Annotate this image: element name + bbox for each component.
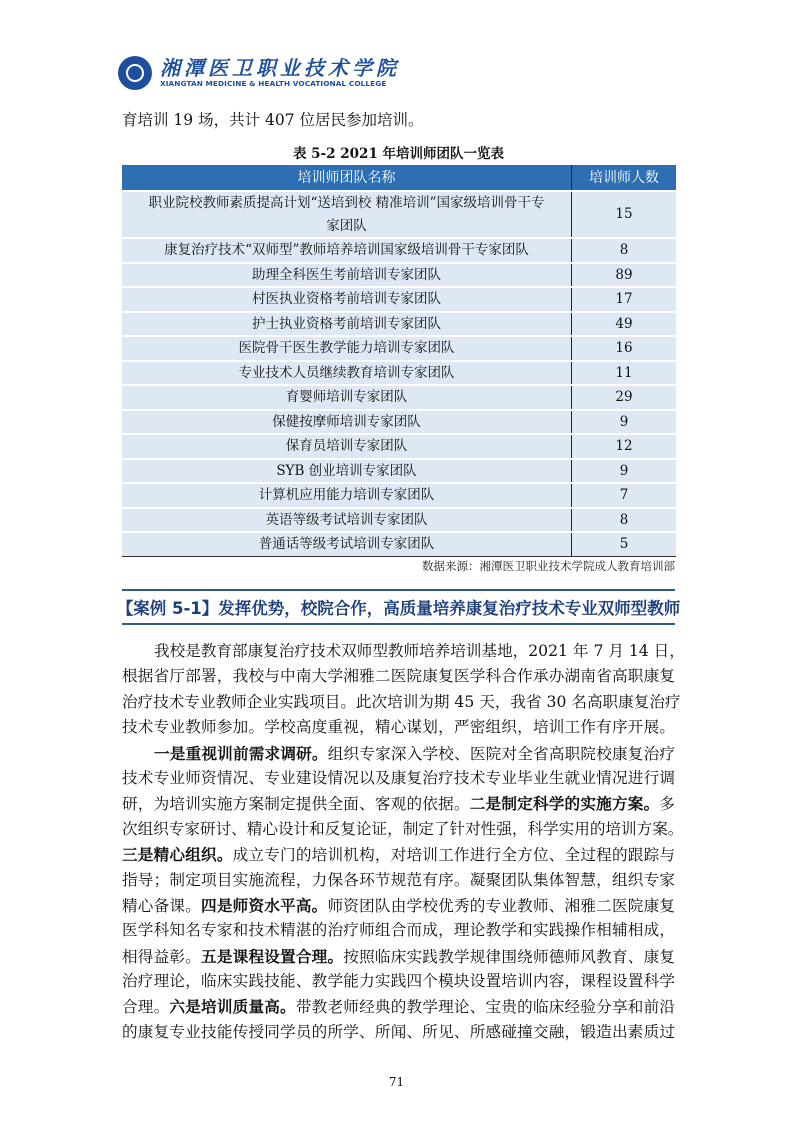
body-text: 组织专家深入学校、医院对全省高职院校康复治疗 (327, 744, 675, 763)
team-name: 助理全科医生考前培训专家团队 (122, 263, 572, 288)
bold-heading-text: 五是课程设置合理。 (201, 946, 344, 966)
body-text: 多 (659, 795, 675, 814)
body-line (122, 791, 675, 816)
body-line (122, 994, 675, 1019)
body-text: 的康复专业技能传授同学员的所学、所闻、所见、所感碰撞交融，锻造出素质过 (122, 1022, 675, 1041)
school-seal-logo (118, 56, 152, 90)
table-title: 表 5-2 2021 年培训师团队一览表 (292, 146, 505, 162)
team-name: 育婴师培训专家团队 (122, 385, 572, 410)
body-line (122, 690, 681, 715)
team-name: 职业院校教师素质提高计划“送培到校 精准培训”国家级培训骨干专家团队 (122, 191, 572, 238)
trainer-team-table (122, 165, 676, 557)
body-line (122, 893, 675, 918)
bold-heading-text: 三是精心组织。 (122, 845, 233, 865)
body-line (122, 1020, 675, 1045)
team-name: 护士执业资格考前培训专家团队 (122, 312, 572, 337)
school-header (118, 56, 400, 90)
body-text: 次组织专家研讨、精心设计和反复论证，制定了针对性强，科学实用的培训方案。 (122, 819, 684, 838)
body-text: 带教老师经典的教学理论、宝贵的临床经验分享和前沿 (295, 998, 675, 1017)
trainer-count: 12 (572, 434, 677, 459)
page-number: 71 (388, 1075, 405, 1089)
bold-heading-text: 四是师资水平高。 (201, 895, 328, 915)
case-title: 【案例 5-1】发挥优势，校院合作，高质量培养康复治疗技术专业双师型教师 (122, 589, 675, 625)
body-text: 精心备课。 (122, 896, 202, 915)
trainer-count: 29 (572, 385, 677, 410)
trainer-count: 16 (572, 336, 677, 361)
bold-heading-text: 一是重视训前需求调研。 (154, 743, 328, 763)
table-row (122, 410, 676, 435)
team-name: 村医执业资格考前培训专家团队 (122, 287, 572, 312)
school-name-en: XIANGTAN MEDICINE & HEALTH VOCATIONAL COLLEGE (160, 79, 387, 88)
trainer-count: 9 (572, 410, 677, 435)
body-text: 按照临床实践教学规律围绕师德师风教育、康复 (343, 947, 675, 966)
body-text: 技术专业教师参加。学校高度重视，精心谋划，严密组织，培训工作有序开展。 (122, 718, 675, 737)
table-header-row (122, 165, 676, 191)
body-line (122, 868, 675, 893)
table-row (122, 483, 676, 508)
trainer-count: 8 (572, 508, 677, 533)
trainer-count: 89 (572, 263, 677, 288)
body-line (122, 918, 675, 943)
body-text: 相得益彰。 (122, 947, 202, 966)
data-source-note: 数据来源：湘潭医卫职业技术学院成人教育培训部 (422, 559, 675, 573)
body-text: 根据省厅部署，我校与中南大学湘雅二医院康复医学科合作承办湖南省高职康复 (122, 667, 675, 686)
trainer-count: 7 (572, 483, 677, 508)
team-name: 普通话等级考试培训专家团队 (122, 532, 572, 556)
body-line (122, 969, 675, 994)
team-name: 保健按摩师培训专家团队 (122, 410, 572, 435)
team-name: SYB 创业培训专家团队 (122, 459, 572, 484)
body-text: 成立专门的培训机构，对培训工作进行全方位、全过程的跟踪与 (232, 846, 675, 865)
column-header-name: 培训师团队名称 (122, 165, 572, 191)
team-name: 计算机应用能力培训专家团队 (122, 483, 572, 508)
table-row (122, 508, 676, 533)
body-line (122, 664, 675, 689)
body-text: 治疗技术专业教师企业实践项目。此次培训为期 45 天，我省 30 名高职康复治疗 (122, 692, 681, 711)
body-text: 合理。 (122, 998, 170, 1017)
body-text: 技术专业师资情况、专业建设情况以及康复治疗技术专业毕业生就业情况进行调 (122, 768, 675, 787)
trainer-count: 49 (572, 312, 677, 337)
body-line (122, 766, 675, 791)
body-text: 师资团队由学校优秀的专业教师、湘雅二医院康复 (327, 896, 675, 915)
school-name-cn: 湘潭医卫职业技术学院 (160, 56, 400, 80)
body-text: 医学科知名专家和技术精湛的治疗师组合而成，理论教学和实践操作相辅相成， (122, 921, 675, 940)
table-row (122, 336, 676, 361)
trainer-count: 17 (572, 287, 677, 312)
trainer-count: 15 (572, 191, 677, 238)
bold-heading-text: 六是培训质量高。 (169, 997, 296, 1017)
body-text: 指导；制定项目实施流程，力保各环节规范有序。凝聚团队集体智慧，组织专家 (122, 870, 675, 889)
trainer-count: 5 (572, 532, 677, 556)
table-row (122, 532, 676, 556)
table-row (122, 312, 676, 337)
body-line (122, 715, 675, 740)
trainer-count: 11 (572, 361, 677, 386)
body-line (122, 741, 675, 766)
body-text: 治疗理论，临床实践技能、教学能力实践四个模块设置培训内容，课程设置科学 (122, 972, 675, 991)
trainer-count: 9 (572, 459, 677, 484)
table-row (122, 238, 676, 263)
table-row (122, 361, 676, 386)
team-name: 康复治疗技术“双师型”教师培养培训国家级培训骨干专家团队 (122, 238, 572, 263)
body-line (122, 842, 675, 867)
body-line (122, 944, 675, 969)
trainer-count: 8 (572, 238, 677, 263)
table-row (122, 385, 676, 410)
team-name: 医院骨干医生教学能力培训专家团队 (122, 336, 572, 361)
body-line (122, 639, 685, 664)
table-row (122, 459, 676, 484)
team-name: 专业技术人员继续教育培训专家团队 (122, 361, 572, 386)
team-name: 保育员培训专家团队 (122, 434, 572, 459)
body-line (122, 817, 684, 842)
bold-heading-text: 二是制定科学的实施方案。 (469, 794, 660, 814)
body-text: 我校是教育部康复治疗技术双师型教师培养培训基地，2021 年 7 月 14 日， (154, 642, 685, 660)
table-row (122, 434, 676, 459)
table-row (122, 287, 676, 312)
column-header-count: 培训师人数 (572, 165, 677, 191)
body-text: 研，为培训实施方案制定提供全面、客观的依据。 (122, 795, 470, 814)
intro-text: 育培训 19 场，共计 407 位居民参加培训。 (122, 111, 424, 129)
table-row (122, 263, 676, 288)
table-row (122, 191, 676, 238)
case-body (122, 639, 685, 1045)
team-name: 英语等级考试培训专家团队 (122, 508, 572, 533)
